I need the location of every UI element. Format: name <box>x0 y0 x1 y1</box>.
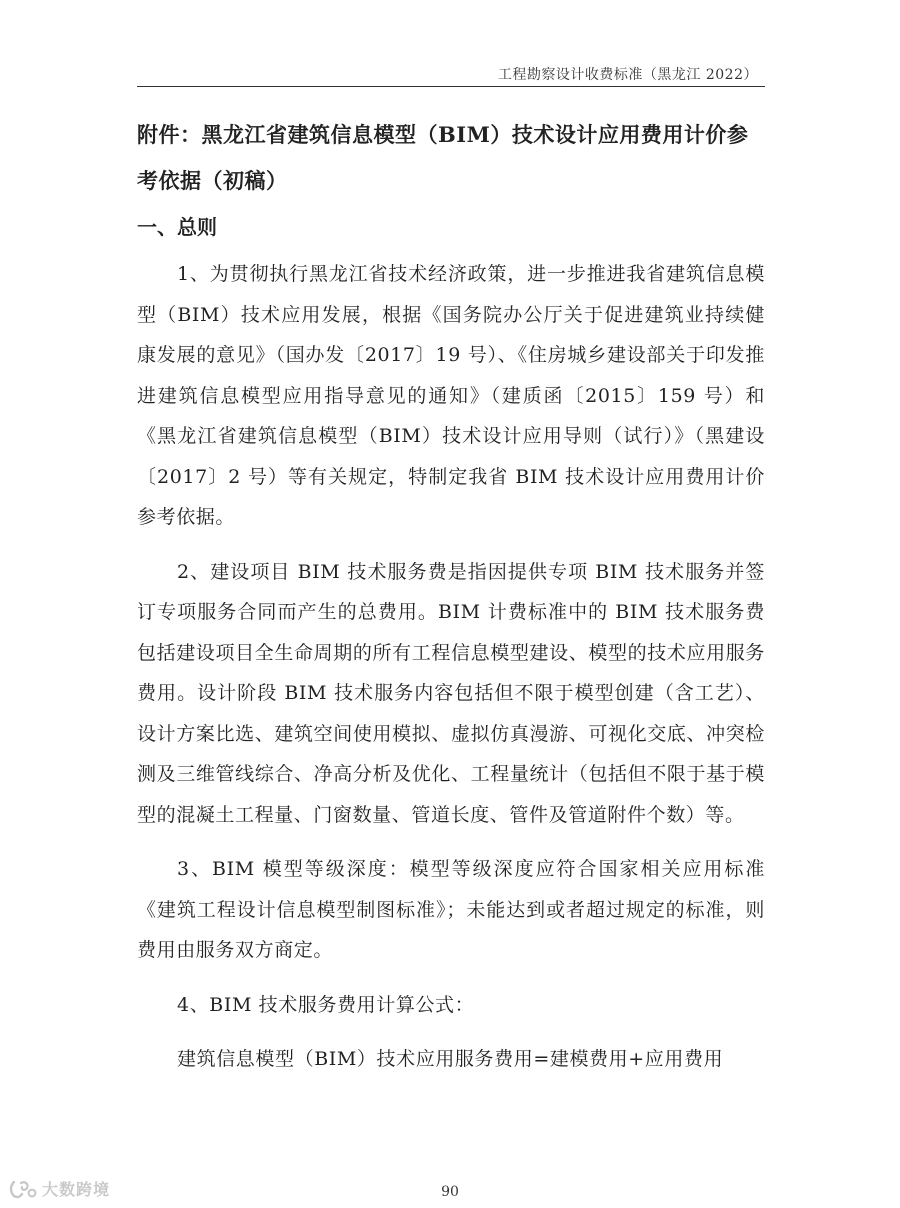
watermark-text: 大数跨境 <box>42 1180 111 1199</box>
paragraph-4: 4、BIM 技术服务费用计算公式： <box>177 993 475 1016</box>
paragraph-1: 1、为贯彻执行黑龙江省技术经济政策，进一步推进我省建筑信息模型（BIM）技术应用发展，根据《国务院办公厅关于促进建筑业持续健康发展的意见》（国办发〔2017〕19 号）、《住房城乡建设部关于印发推进建筑信息模型应用指导意见的通知》（建质函〔2015〕159 号）和《黑龙江省建筑信息模型（BIM）技术设计应用导则（试行）》（黑建设〔2017〕2 号）等有关规定，特制定我省 BIM 技术设计应用费用计价参考依据。 <box>137 263 765 528</box>
running-header: 工程勘察设计收费标准（黑龙江 2022） <box>497 67 758 83</box>
fee-formula: 建筑信息模型（BIM）技术应用服务费用=建模费用+应用费用 <box>177 1048 724 1070</box>
page-number: 90 <box>441 1184 459 1200</box>
watermark <box>8 1177 110 1200</box>
watermark-logo-icon <box>8 1178 38 1200</box>
header-rule <box>137 86 765 87</box>
paragraph-3: 3、BIM 模型等级深度：模型等级深度应符合国家相关应用标准《建筑工程设计信息模型制图标准》；未能达到或者超过规定的标准，则费用由服务双方商定。 <box>137 858 765 961</box>
section-heading: 一、总则 <box>137 215 217 239</box>
paragraph-2: 2、建设项目 BIM 技术服务费是指因提供专项 BIM 技术服务并签订专项服务合同而产生的总费用。BIM 计费标准中的 BIM 技术服务费包括建设项目全生命周期的所有工程信息模型建设、模型的技术应用服务费用。设计阶段 BIM 技术服务内容包括但不限于模型创建（含工艺）、设计方案比选、建筑空间使用模拟、虚拟仿真漫游、可视化交底、冲突检测及三维管线综合、净高分析及优化、工程量统计（包括但不限于基于模型的混凝土工程量、门窗数量、管道长度、管件及管道附件个数）等。 <box>137 560 765 826</box>
document-title: 附件：黑龙江省建筑信息模型（BIM）技术设计应用费用计价参考依据（初稿） <box>137 122 749 193</box>
document-body <box>137 112 765 1080</box>
